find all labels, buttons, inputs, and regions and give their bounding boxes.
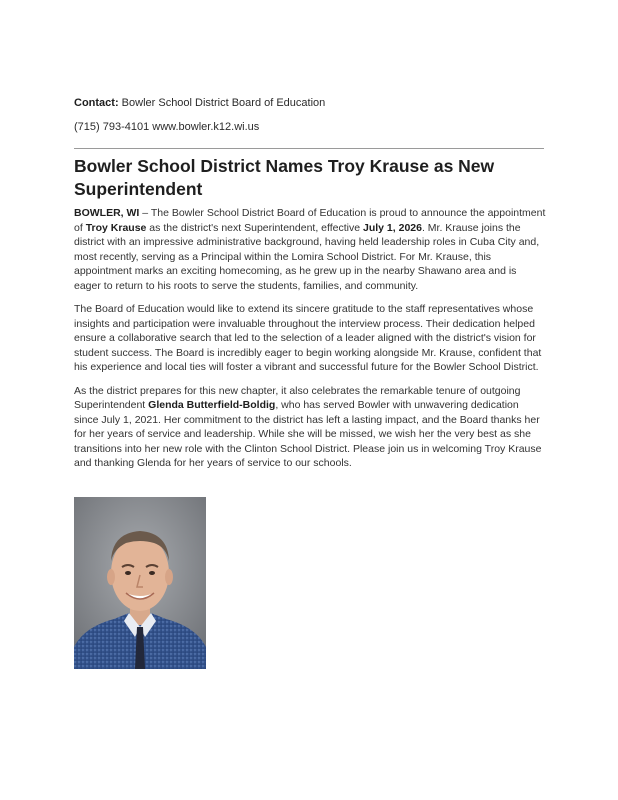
p1-text-b: as the district's next Superintendent, effective — [146, 221, 363, 234]
p3-text-a: As the district prepares for this new chapter, it also celebrates the remarkable tenure of outgoing Superintendent — [74, 384, 521, 411]
effective-date: July 1, 2026 — [363, 221, 422, 234]
new-superintendent-name: Troy Krause — [85, 221, 147, 234]
paragraph-2: The Board of Education would like to extend its sincere gratitude to the staff representatives whose insights and participation were invaluable throughout the interview process. Their dedication helped ensure a collaborative search that led to the selection of a leader aligned with the district's vision for student success. The Board is incredibly eager to begin working alongside Mr. Krause, confident that his experience and local ties will foster a vibrant and successful future for the Bowler School District. — [74, 303, 542, 373]
headline: Bowler School District Names Troy Krause as New Superintendent — [74, 156, 495, 199]
outgoing-superintendent-name: Glenda Butterfield-Boldig — [148, 399, 276, 411]
p3-text-b: , who has served Bowler with unwavering dedication since July 1, 2021. Her commitment to the district has left a lasting impact, and the Board thanks her for her years of service and leadership. While she will be missed, we wish her the very best as she transitions into her new role with the Clinton School District. Please join us in welcoming Troy Krause and thanking Glenda for her years of service to our schools. — [74, 399, 542, 469]
paragraph-1 — [74, 206, 546, 293]
contact-org: Bowler School District Board of Education — [121, 97, 326, 109]
phone-web-line: (715) 793-4101 www.bowler.k12.wi.us — [74, 121, 260, 133]
p1-text-c: . Mr. Krause joins the district with an impressive administrative background, having held leadership roles in Cuba City and, most recently, serving as a Principal within the Lomira School District. For Mr. Krause, this appointment marks an exciting homecoming, as he grew up in the nearby Shawano area and is eager to return to his roots to serve the students, families, and community. — [74, 221, 540, 292]
divider — [74, 148, 544, 149]
p1-text-a: – The Bowler School District Board of Education is proud to announce the appointment of — [74, 207, 546, 234]
portrait-photo — [74, 497, 206, 669]
article-body — [74, 206, 546, 480]
contact-label: Contact: — [74, 97, 119, 109]
dateline: BOWLER, WI — [74, 207, 140, 219]
contact-line — [74, 96, 325, 110]
paragraph-3 — [74, 384, 546, 471]
